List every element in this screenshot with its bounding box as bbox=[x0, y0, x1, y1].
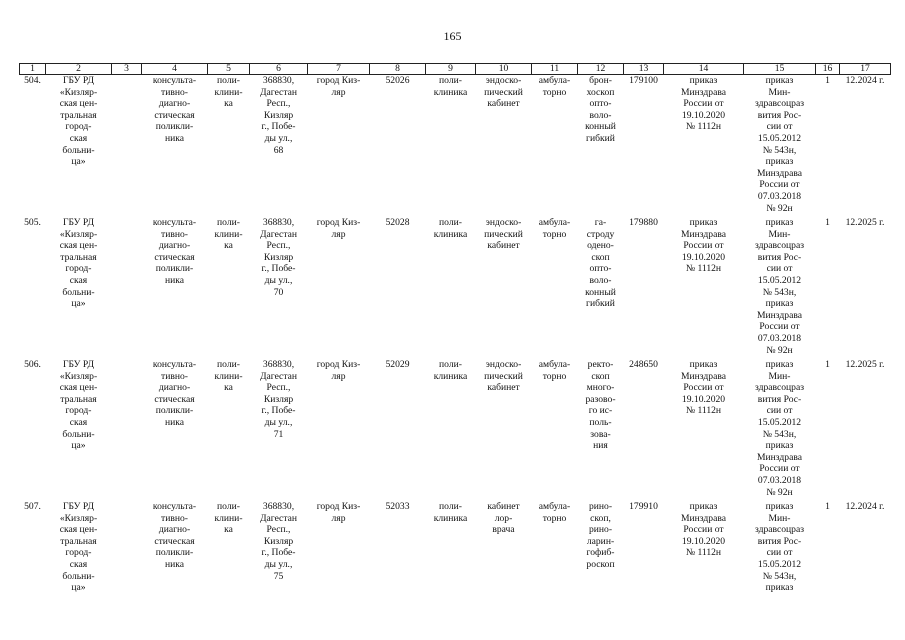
organization-cell: ГБУ РД «Кизляр- ская цен- тральная город- ская больни- ца» bbox=[59, 501, 98, 594]
code-cell: 52028 bbox=[385, 217, 410, 228]
standard-cell: приказ Мин- здравсоцраз вития Рос- сии от 15.05.2012 № 543н, приказ Минздрава России от 07.03.2018 № 92н bbox=[754, 359, 805, 498]
column-header: 11 bbox=[532, 64, 578, 75]
column-header: 7 bbox=[308, 64, 370, 75]
column-header: 14 bbox=[664, 64, 744, 75]
organization-cell: ГБУ РД «Кизляр- ская цен- тральная город- ская больни- ца» bbox=[59, 75, 98, 168]
column-header: 13 bbox=[624, 64, 664, 75]
date-cell: 12.2024 г. bbox=[845, 75, 885, 86]
header-row bbox=[20, 64, 891, 75]
care-type-cell: амбула- торно bbox=[538, 75, 571, 98]
date-cell: 12.2024 г. bbox=[845, 501, 885, 512]
table-row bbox=[20, 217, 891, 359]
order-cell: приказ Минздрава России от 19.10.2020 № 1112н bbox=[680, 217, 726, 275]
place-cell: поли- клиника bbox=[433, 75, 468, 98]
care-type-cell: амбула- торно bbox=[538, 359, 571, 382]
address-cell: 368830, Дагестан Респ., Кизляр г., Побе- ды ул., 70 bbox=[259, 217, 298, 298]
row-number: 507. bbox=[24, 501, 41, 512]
standard-cell: приказ Мин- здравсоцраз вития Рос- сии от 15.05.2012 № 543н, приказ bbox=[754, 501, 805, 594]
department-cell: консульта- тивно- диагно- стическая поликли- ника bbox=[152, 75, 197, 144]
organization-cell: ГБУ РД «Кизляр- ская цен- тральная город- ская больни- ца» bbox=[59, 217, 98, 310]
price-cell: 179910 bbox=[629, 501, 658, 512]
room-cell: кабинет лор- врача bbox=[487, 501, 520, 536]
table-row bbox=[20, 501, 891, 621]
address-cell: 368830, Дагестан Респ., Кизляр г., Побе- ды ул., 71 bbox=[259, 359, 298, 440]
unit-cell: поли- клини- ка bbox=[214, 217, 243, 252]
column-header: 3 bbox=[112, 64, 142, 75]
quantity-cell: 1 bbox=[825, 501, 830, 512]
address-cell: 368830, Дагестан Респ., Кизляр г., Побе- ды ул., 68 bbox=[259, 75, 298, 156]
equipment-cell: брон- хоскоп опто- воло- конный гибкий bbox=[585, 75, 616, 144]
order-cell: приказ Минздрава России от 19.10.2020 № 1112н bbox=[680, 359, 726, 417]
column-header: 1 bbox=[20, 64, 46, 75]
page-number: 165 bbox=[443, 29, 462, 43]
row-number: 504. bbox=[24, 75, 41, 86]
city-cell: город Киз- ляр bbox=[316, 217, 361, 240]
column-header: 6 bbox=[250, 64, 308, 75]
room-cell: эндоско- пический кабинет bbox=[484, 217, 523, 252]
city-cell: город Киз- ляр bbox=[316, 75, 361, 98]
column-header: 4 bbox=[142, 64, 208, 75]
table-row bbox=[20, 359, 891, 501]
column-header: 8 bbox=[370, 64, 426, 75]
code-cell: 52029 bbox=[385, 359, 410, 370]
equipment-cell: рино- скоп, рино- ларин- гофиб- роскоп bbox=[586, 501, 615, 570]
column-header: 15 bbox=[744, 64, 816, 75]
room-cell: эндоско- пический кабинет bbox=[484, 75, 523, 110]
quantity-cell: 1 bbox=[825, 217, 830, 228]
place-cell: поли- клиника bbox=[433, 359, 468, 382]
empty-cell bbox=[112, 359, 142, 501]
care-type-cell: амбула- торно bbox=[538, 217, 571, 240]
order-cell: приказ Минздрава России от 19.10.2020 № 1112н bbox=[680, 501, 726, 559]
department-cell: консульта- тивно- диагно- стическая поликли- ника bbox=[152, 501, 197, 570]
department-cell: консульта- тивно- диагно- стическая поликли- ника bbox=[152, 359, 197, 428]
column-header: 9 bbox=[426, 64, 476, 75]
department-cell: консульта- тивно- диагно- стическая поликли- ника bbox=[152, 217, 197, 286]
empty-cell bbox=[112, 75, 142, 218]
column-header: 10 bbox=[476, 64, 532, 75]
city-cell: город Киз- ляр bbox=[316, 359, 361, 382]
date-cell: 12.2025 г. bbox=[845, 359, 885, 370]
price-cell: 179880 bbox=[629, 217, 658, 228]
column-header: 16 bbox=[816, 64, 840, 75]
organization-cell: ГБУ РД «Кизляр- ская цен- тральная город- ская больни- ца» bbox=[59, 359, 98, 452]
empty-cell bbox=[112, 501, 142, 621]
price-cell: 179100 bbox=[629, 75, 658, 86]
price-cell: 248650 bbox=[629, 359, 658, 370]
quantity-cell: 1 bbox=[825, 359, 830, 370]
column-header: 5 bbox=[208, 64, 250, 75]
row-number: 505. bbox=[24, 217, 41, 228]
equipment-cell: га- строду одено- скоп опто- воло- конный гибкий bbox=[585, 217, 616, 310]
equipment-registry-table bbox=[19, 63, 891, 621]
care-type-cell: амбула- торно bbox=[538, 501, 571, 524]
empty-cell bbox=[112, 217, 142, 359]
column-header: 2 bbox=[46, 64, 112, 75]
date-cell: 12.2025 г. bbox=[845, 217, 885, 228]
unit-cell: поли- клини- ка bbox=[214, 359, 243, 394]
order-cell: приказ Минздрава России от 19.10.2020 № 1112н bbox=[680, 75, 726, 133]
table-row bbox=[20, 75, 891, 218]
unit-cell: поли- клини- ка bbox=[214, 501, 243, 536]
standard-cell: приказ Мин- здравсоцраз вития Рос- сии от 15.05.2012 № 543н, приказ Минздрава России от 07.03.2018 № 92н bbox=[754, 75, 805, 214]
room-cell: эндоско- пический кабинет bbox=[484, 359, 523, 394]
address-cell: 368830, Дагестан Респ., Кизляр г., Побе- ды ул., 75 bbox=[259, 501, 298, 582]
row-number: 506. bbox=[24, 359, 41, 370]
code-cell: 52026 bbox=[385, 75, 410, 86]
code-cell: 52033 bbox=[385, 501, 410, 512]
quantity-cell: 1 bbox=[825, 75, 830, 86]
standard-cell: приказ Мин- здравсоцраз вития Рос- сии от 15.05.2012 № 543н, приказ Минздрава России от 07.03.2018 № 92н bbox=[754, 217, 805, 356]
place-cell: поли- клиника bbox=[433, 217, 468, 240]
place-cell: поли- клиника bbox=[433, 501, 468, 524]
column-header: 17 bbox=[840, 64, 891, 75]
unit-cell: поли- клини- ка bbox=[214, 75, 243, 110]
city-cell: город Киз- ляр bbox=[316, 501, 361, 524]
equipment-cell: ректо- скоп много- разово- го ис- поль- зова- ния bbox=[585, 359, 616, 452]
column-header: 12 bbox=[578, 64, 624, 75]
